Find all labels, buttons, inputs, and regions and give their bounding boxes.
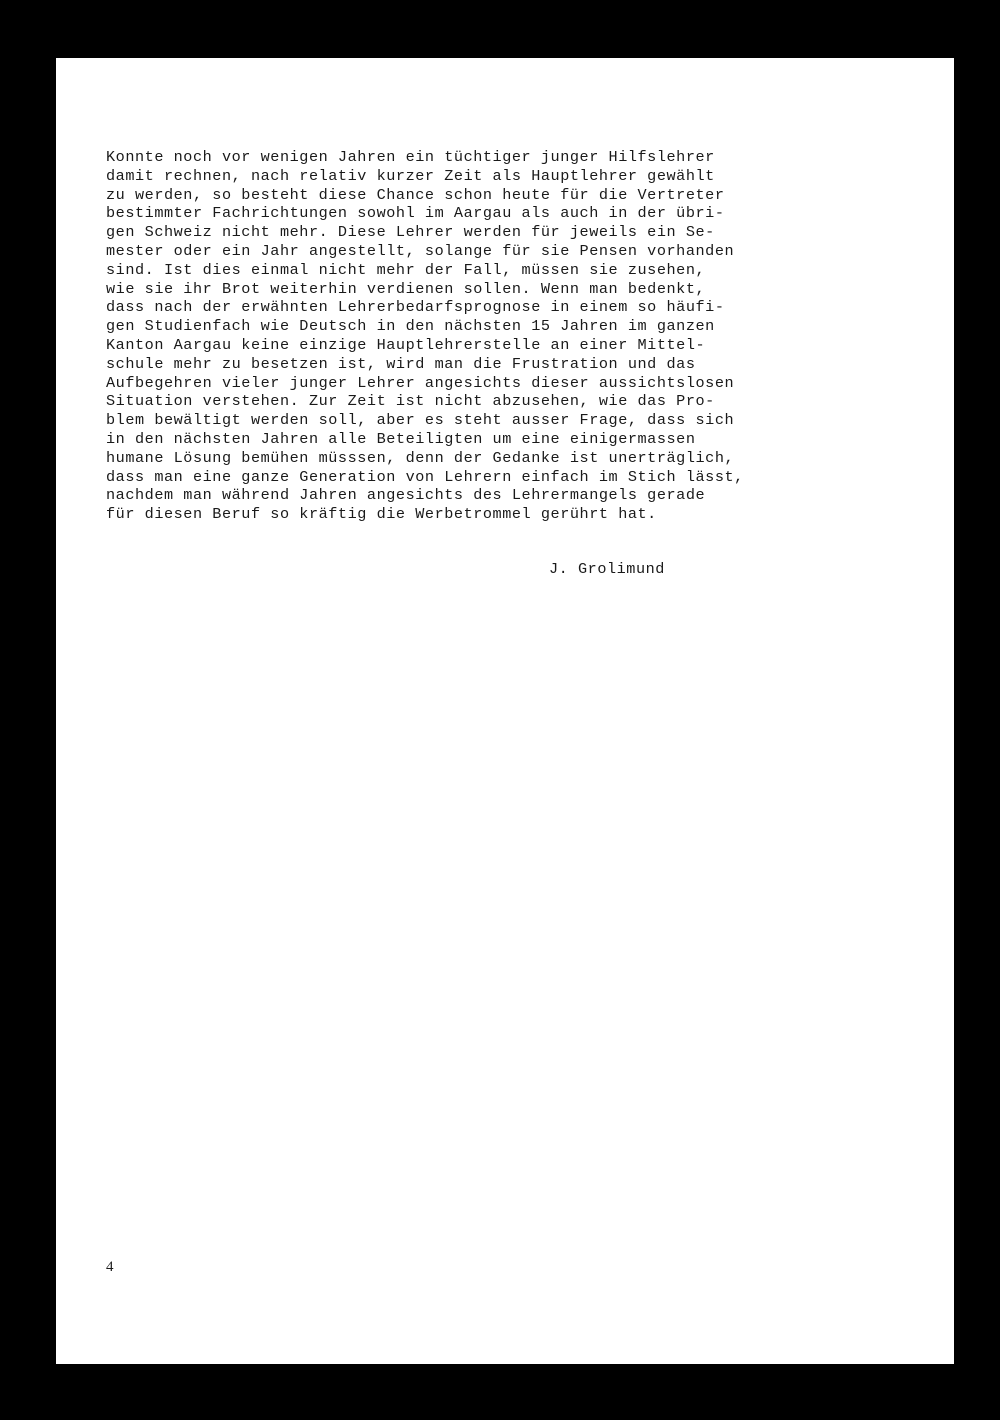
text-line: Kanton Aargau keine einzige Hauptlehrerstelle an einer Mittel-: [106, 335, 706, 354]
text-line: gen Schweiz nicht mehr. Diese Lehrer werden für jeweils ein Se-: [106, 223, 715, 242]
text-line: mester oder ein Jahr angestellt, solange für sie Pensen vorhanden: [106, 241, 735, 260]
text-line: Situation verstehen. Zur Zeit ist nicht abzusehen, wie das Pro-: [106, 392, 715, 411]
text-line: schule mehr zu besetzen ist, wird man die Frustration und das: [106, 354, 696, 373]
text-line: dass nach der erwähnten Lehrerbedarfsprognose in einem so häufi-: [106, 298, 725, 317]
text-line: in den nächsten Jahren alle Beteiligten um eine einigermassen: [106, 429, 696, 448]
text-line: dass man eine ganze Generation von Lehrern einfach im Stich lässt,: [106, 467, 744, 486]
text-line: Aufbegehren vieler junger Lehrer angesichts dieser aussichtslosen: [106, 373, 735, 392]
text-line: nachdem man während Jahren angesichts des Lehrermangels gerade: [106, 486, 706, 505]
document-page: [56, 58, 954, 1364]
text-line: wie sie ihr Brot weiterhin verdienen sollen. Wenn man bedenkt,: [106, 279, 706, 298]
text-line: humane Lösung bemühen müsssen, denn der Gedanke ist unerträglich,: [106, 448, 735, 467]
text-line: sind. Ist dies einmal nicht mehr der Fall, müssen sie zusehen,: [106, 260, 706, 279]
page-number: 4: [106, 1259, 114, 1275]
text-line: Konnte noch vor wenigen Jahren ein tüchtiger junger Hilfslehrer: [106, 148, 715, 166]
body-paragraph: [106, 148, 744, 524]
text-line: zu werden, so besteht diese Chance schon heute für die Vertreter: [106, 185, 725, 204]
author-signature: J. Grolimund: [549, 560, 665, 578]
text-line: damit rechnen, nach relativ kurzer Zeit als Hauptlehrer gewählt: [106, 166, 715, 185]
text-line: bestimmter Fachrichtungen sowohl im Aargau als auch in der übri-: [106, 204, 725, 223]
text-line: blem bewältigt werden soll, aber es steht ausser Frage, dass sich: [106, 411, 735, 430]
text-line: für diesen Beruf so kräftig die Werbetrommel gerührt hat.: [106, 505, 657, 524]
text-line: gen Studienfach wie Deutsch in den nächsten 15 Jahren im ganzen: [106, 317, 715, 336]
